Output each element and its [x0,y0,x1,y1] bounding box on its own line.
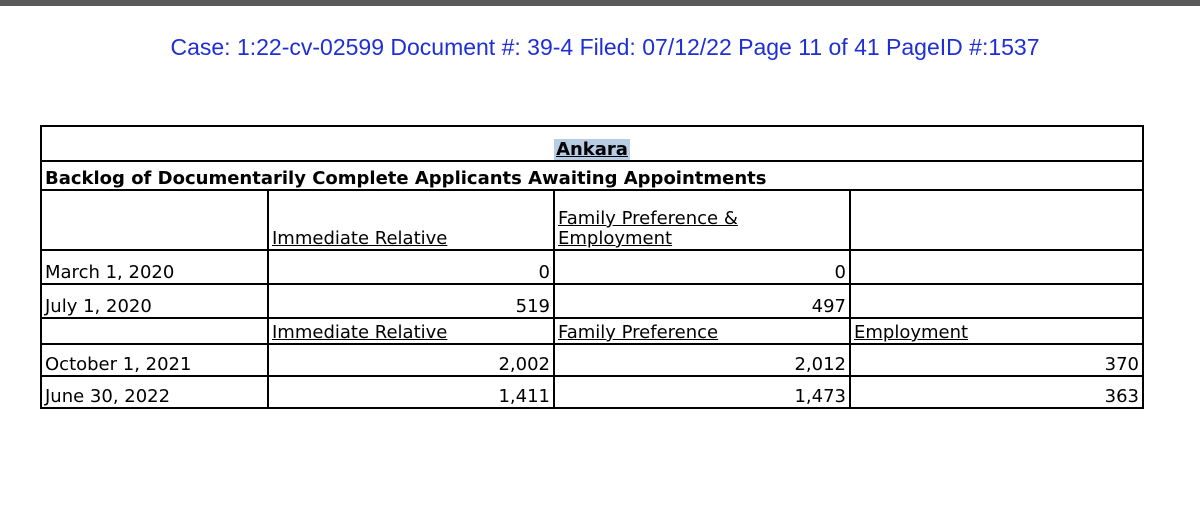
top-toolbar-edge [0,0,1200,6]
table-title-row [41,126,1143,161]
header-row-2 [41,318,1143,344]
table-row [41,284,1143,318]
header-immediate-relative: Immediate Relative [268,190,554,250]
cell-family-preference: 2,012 [554,344,850,376]
table-row [41,344,1143,376]
row-date: March 1, 2020 [41,250,268,284]
header-immediate-relative: Immediate Relative [268,318,554,344]
cell-family-preference-employment: 0 [554,250,850,284]
row-date: October 1, 2021 [41,344,268,376]
row-date: June 30, 2022 [41,376,268,408]
table-row [41,376,1143,408]
row-date: July 1, 2020 [41,284,268,318]
cell-family-preference: 1,473 [554,376,850,408]
cell-immediate-relative: 519 [268,284,554,318]
header-family-preference-employment: Family Preference & Employment [554,190,850,250]
cell-immediate-relative: 1,411 [268,376,554,408]
cell-immediate-relative: 0 [268,250,554,284]
header-employment: Employment [850,318,1143,344]
backlog-table [40,125,1144,409]
cell-immediate-relative: 2,002 [268,344,554,376]
table-title: Ankara [556,139,628,160]
cell-family-preference-employment: 497 [554,284,850,318]
header-row-1 [41,190,1143,250]
table-subtitle-row [41,161,1143,190]
header-family-preference: Family Preference [554,318,850,344]
cell-employment: 363 [850,376,1143,408]
table-row [41,250,1143,284]
table-subtitle: Backlog of Documentarily Complete Applicants Awaiting Appointments [41,161,1143,190]
document-header: Case: 1:22-cv-02599 Document #: 39-4 Filed: 07/12/22 Page 11 of 41 PageID #:1537 [170,34,1040,60]
cell-employment: 370 [850,344,1143,376]
